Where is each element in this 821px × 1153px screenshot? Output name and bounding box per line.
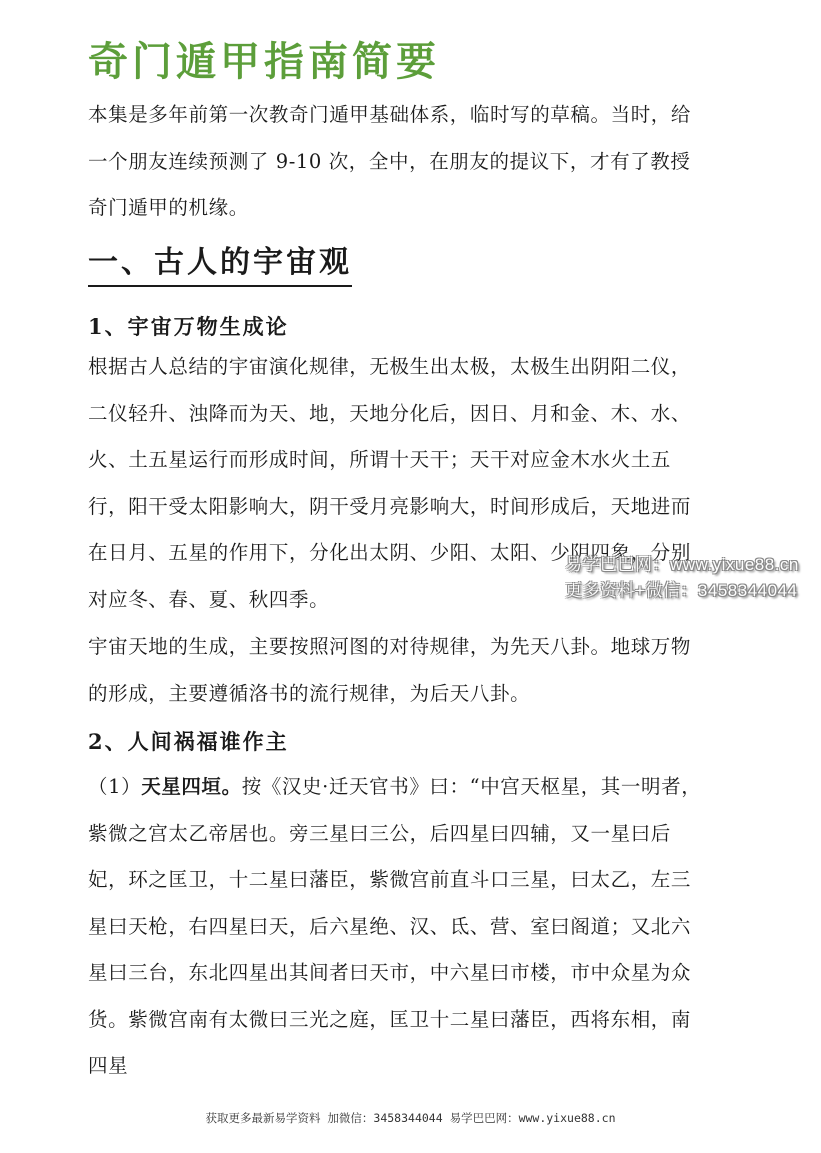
- paragraph-text: 按《汉史·迁天官书》曰：“中宫天枢星，其一明者，紫微之宫太乙帝居也。旁三星曰三公，后四星曰四辅，又一星曰后妃，环之匡卫，十二星曰藩臣，紫微宫前直斗口三星，曰太乙，左三星曰天枪，右四星曰天，后六星绝、汉、氐、营、室曰阁道；又北六星曰三台，东北四星出其间者曰天市，中六星曰市楼，市中众星为众货。紫微宫南有太微曰三光之庭，匡卫十二星曰藩臣，西将东相，南四星: [88, 775, 702, 1077]
- paragraph: 根据古人总结的宇宙演化规律，无极生出太极，太极生出阴阳二仪，二仪轻升、浊降而为天、地，天地分化后，因日、月和金、木、水、火、土五星运行而形成时间，所谓十天干；天干对应金木水火土五行，阳干受太阳影响大，阴干受月亮影响大，时间形成后，天地进而在日月、五星的作用下，分化出太阴、少阳、太阳、少阴四象，分别对应冬、春、夏、秋四季。: [88, 355, 692, 611]
- watermark-line: 更多资料+微信：3458344044: [565, 581, 798, 600]
- paragraph: 宇宙天地的生成，主要按照河图的对待规律，为先天八卦。地球万物的形成，主要遵循洛书的流行规律，为后天八卦。: [88, 635, 692, 705]
- subsection-heading: 2、人间祸福谁作主: [88, 729, 289, 754]
- subsection-heading: 1、宇宙万物生成论: [88, 314, 289, 339]
- document-title: 奇门遁甲指南简要: [88, 38, 440, 85]
- footer-note: 获取更多最新易学资料 加微信：3458344044 易学巴巴网：www.yixue88.cn: [205, 1111, 616, 1125]
- paragraph: [88, 764, 708, 1090]
- watermark: [565, 552, 799, 604]
- section-heading: 一、古人的宇宙观: [88, 243, 352, 287]
- bold-term: 天星四垣。: [141, 775, 242, 798]
- intro-paragraph: 本集是多年前第一次教奇门遁甲基础体系，临时写的草稿。当时，给一个朋友连续预测了 9-10 次，全中，在朋友的提议下，才有了教授奇门遁甲的机缘。: [88, 103, 692, 219]
- paragraph-number: （1）: [88, 775, 142, 798]
- watermark-line: 易学巴巴网：www.yixue88.cn: [565, 555, 799, 574]
